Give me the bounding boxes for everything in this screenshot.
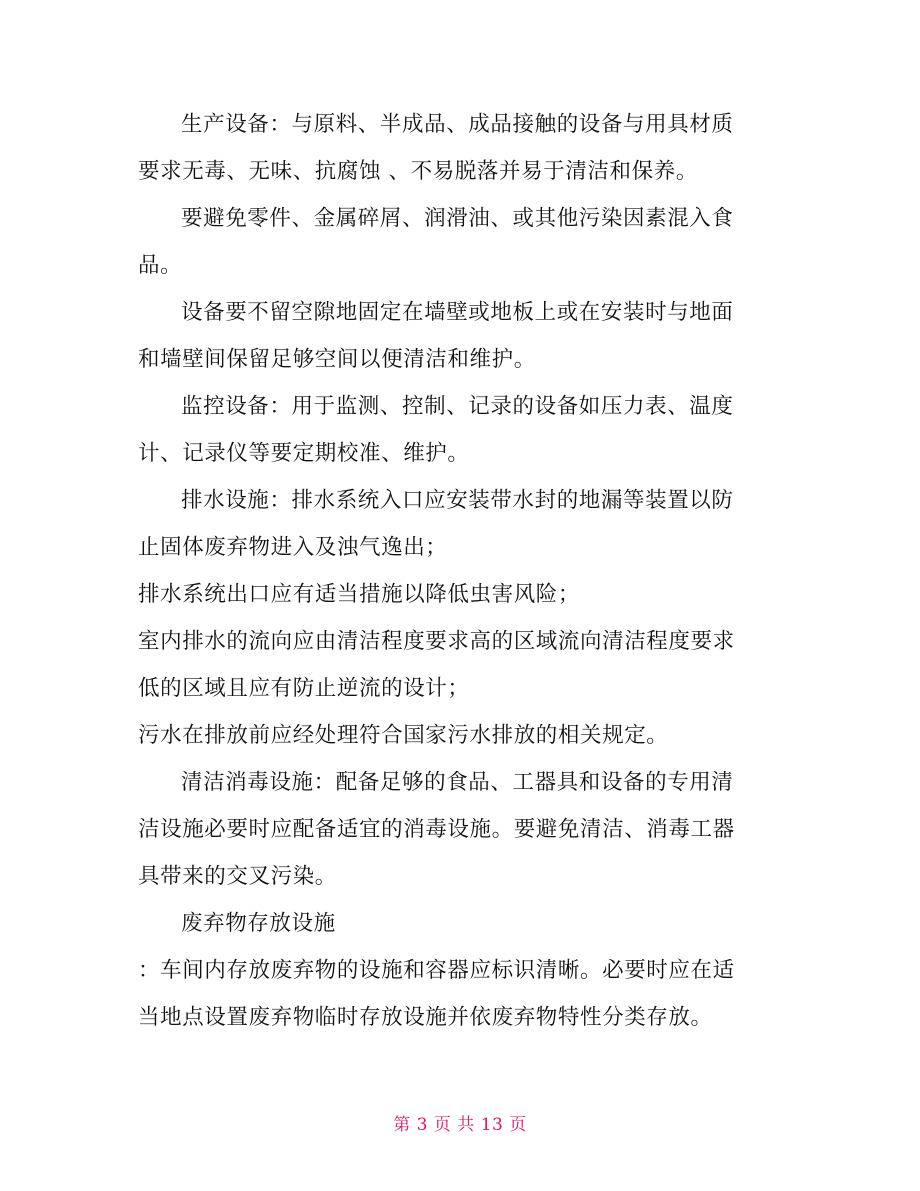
body-text-line: 洁设施必要时应配备适宜的消毒设施。要避免清洁、消毒工器 (138, 817, 735, 842)
body-text-line: 监控设备：用于监测、控制、记录的设备如压力表、温度 (181, 394, 734, 419)
body-text-line: 废弃物存放设施 (181, 911, 336, 936)
body-text-line: 和墙壁间保留足够空间以便清洁和维护。 (138, 347, 536, 372)
body-text-line: 计、记录仪等要定期校准、维护。 (138, 441, 470, 466)
body-text-line: 具带来的交叉污染。 (138, 864, 337, 889)
body-text-line: 污水在排放前应经处理符合国家污水排放的相关规定。 (138, 723, 669, 748)
body-text-line: 生产设备：与原料、半成品、成品接触的设备与用具材质 (181, 112, 734, 137)
body-text-line: ：车间内存放废弃物的设施和容器应标识清晰。必要时应在适 (138, 958, 735, 983)
page-number-footer: 第 3 页 共 13 页 (393, 1115, 527, 1135)
body-text-line: 要避免零件、金属碎屑、润滑油、或其他污染因素混入食 (181, 206, 734, 231)
body-text-line: 排水设施：排水系统入口应安装带水封的地漏等装置以防 (181, 488, 734, 513)
body-text-line: 品。 (138, 253, 183, 278)
body-text-line: 室内排水的流向应由清洁程度要求高的区域流向清洁程度要求 (138, 629, 735, 654)
body-text-line: 要求无毒、无味、抗腐蚀 、不易脱落并易于清洁和保养。 (138, 159, 698, 184)
body-text-line: 设备要不留空隙地固定在墙壁或地板上或在安装时与地面 (181, 300, 734, 325)
body-text-line: 低的区域且应有防止逆流的设计； (138, 676, 470, 701)
body-text-line: 清洁消毒设施：配备足够的食品、工器具和设备的专用清 (181, 770, 734, 795)
body-text-line: 止固体废弃物进入及浊气逸出； (138, 535, 448, 560)
body-text-line: 当地点设置废弃物临时存放设施并依废弃物特性分类存放。 (138, 1005, 713, 1030)
body-text-line: 排水系统出口应有适当措施以降低虫害风险； (138, 582, 581, 607)
